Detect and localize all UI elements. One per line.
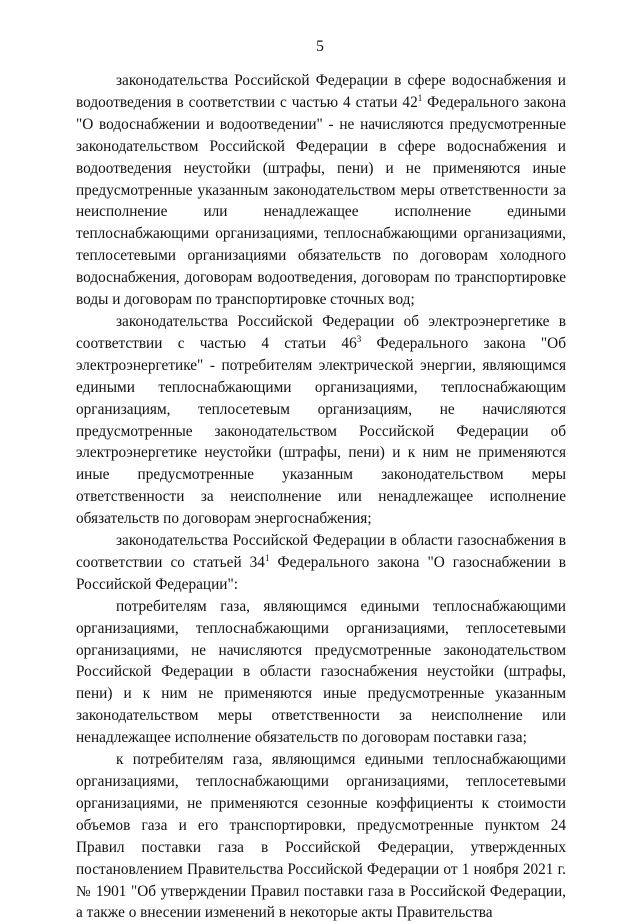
document-body — [76, 70, 566, 924]
superscript: 1 — [264, 552, 270, 563]
paragraph-gas-seasonal-coefficients — [76, 749, 566, 924]
paragraph-text: Федерального закона "Об электроэнергетике" - потребителям электрической энергии, являющимся едиными теплоснабжающими организациями, теплоснабжающим организациям, теплосетевым организациям, не начисляются предусмотренные законодательством Российской Федерации об электроэнергетике неустойки (штрафы, пени) и к ним не применяются иные предусмотренные указанным законодательством меры ответственности за неисполнение или ненадлежащее исполнение обязательств по договорам энергоснабжения; — [76, 334, 566, 528]
paragraph-water-supply — [76, 70, 566, 311]
paragraph-text: Федерального закона "О газоснабжении в Российской Федерации": — [76, 553, 566, 593]
superscript: 1 — [417, 92, 423, 103]
paragraph-electric-power — [76, 311, 566, 530]
superscript: 3 — [356, 333, 362, 344]
paragraph-text: законодательства Российской Федерации об электроэнергетике в соответствии с частью 4 статьи 46 — [76, 312, 566, 352]
paragraph-text: потребителям газа, являющимся едиными теплоснабжающими организациями, теплоснабжающими организациями, теплосетевыми организациями, не начисляются предусмотренные законодательством Российской Федерации в области газоснабжения неустойки (штрафы, пени) и к ним не применяются иные предусмотренные указанным законодательством меры ответственности за неисполнение или ненадлежащее исполнение обязательств по договорам поставки газа; — [76, 597, 566, 747]
paragraph-gas-supply-intro — [76, 530, 566, 596]
paragraph-text: законодательства Российской Федерации в области газоснабжения в соответствии со статьей 34 — [76, 532, 566, 571]
page-number: 5 — [316, 38, 324, 55]
paragraph-text: законодательства Российской Федерации в сфере водоснабжения и водоотведения в соответствии с частью 4 статьи 42 — [76, 72, 566, 111]
paragraph-text: Федерального закона "О водоснабжении и водоотведении" - не начисляются предусмотренные законодательством Российской Федерации в сфере водоснабжения и водоотведения неустойки (штрафы, пени) и не применяются иные предусмотренные указанным законодательством меры ответственности за неисполнение или ненадлежащее исполнение едиными теплоснабжающими организациями, теплоснабжающими организациями, теплосетевыми организациями обязательств по договорам холодного водоснабжения, договорам водоотведения, договорам по транспортировке воды и договорам по транспортировке сточных вод; — [76, 93, 566, 309]
paragraph-gas-consumers-penalties — [76, 596, 566, 749]
paragraph-text: к потребителям газа, являющимся едиными теплоснабжающими организациями, теплоснабжающими организациями, теплосетевыми организациями, не применяются сезонные коэффициенты к стоимости объемов газа и его транспортировки, предусмотренные пунктом 24 Правил поставки газа в Российской Федерации, утвержденных постановлением Правительства Российской Федерации от 1 ноября 2021 г. № 1901 "Об утверждении Правил поставки газа в Российской Федерации, а также о внесении изменений в некоторые акты Правительства — [76, 751, 566, 922]
